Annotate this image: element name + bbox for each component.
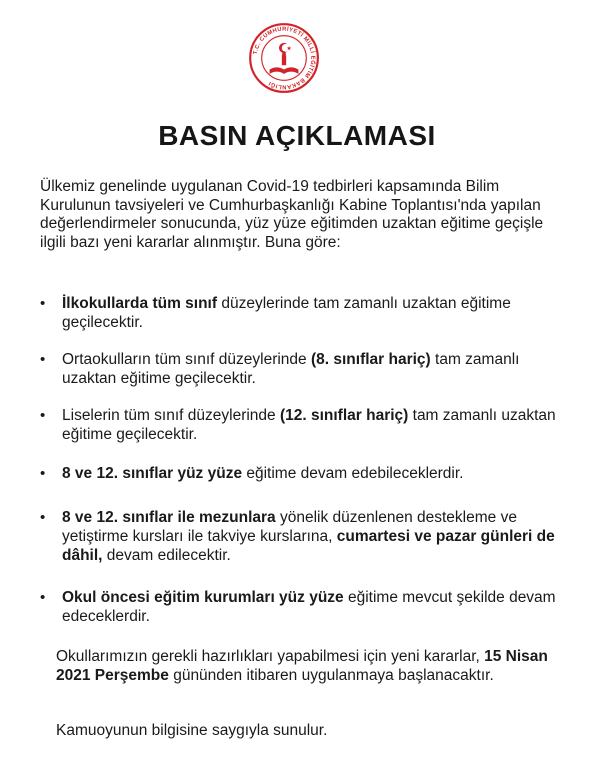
bold-text: (8. sınıflar hariç) <box>310 351 431 368</box>
bold-text: 8 ve 12. sınıflar ile mezunlara <box>62 509 276 526</box>
regular-text: Liselerin tüm sınıf düzeylerinde <box>62 407 280 424</box>
bold-text: cumartesi ve pazar günleri de dâhil, <box>62 528 555 564</box>
bullet-dot-icon: • <box>40 589 46 606</box>
list-item-text <box>62 294 564 332</box>
closing-paragraph <box>56 648 566 685</box>
list-item <box>40 508 564 565</box>
bold-text: 8 ve 12. sınıflar yüz yüze <box>62 465 243 482</box>
list-item-text <box>62 508 564 565</box>
regular-text: tam zamanlı uzaktan eğitime geçilecektir. <box>62 407 556 443</box>
intro-paragraph: Ülkemiz genelinde uygulanan Covid-19 tedbirleri kapsamında Bilim Kurulunun tavsiyeleri ve Cumhurbaşkanlığı Kabine Toplantısı'nda yapılan değerlendirmeler sonucunda, yüz yüze eğitimden uzaktan eğitime geçişle ilgili bazı yeni kararlar alınmıştır. Buna göre: <box>40 178 544 251</box>
page-title: BASIN AÇIKLAMASI <box>158 120 436 151</box>
bullet-dot-icon: • <box>40 465 46 482</box>
bold-text: (12. sınıflar hariç) <box>279 407 409 424</box>
list-item <box>40 294 564 332</box>
regular-text: eğitime devam edebileceklerdir. <box>242 465 464 482</box>
regular-text: yönelik düzenlenen destekleme ve yetiştirme kursları ile takviye kurslarına, <box>62 509 517 545</box>
bullet-dot-icon: • <box>40 407 46 424</box>
svg-text:T.C. CUMHURİYETİ MİLLİ EĞİTİM: T.C. CUMHURİYETİ MİLLİ EĞİTİM BAKANLIĞI <box>252 26 316 90</box>
list-item <box>40 406 564 444</box>
bold-date-text: 15 Nisan 2021 Perşembe <box>56 648 548 684</box>
bullet-dot-icon: • <box>40 351 46 368</box>
bullet-dot-icon: • <box>40 509 46 526</box>
list-item-text <box>62 406 564 444</box>
list-item-text <box>62 350 564 388</box>
list-item <box>40 350 564 388</box>
regular-text: eğitime mevcut şekilde devam edeceklerdir. <box>62 589 556 625</box>
bold-text: İlkokullarda tüm sınıf <box>62 295 218 312</box>
list-item <box>40 588 564 626</box>
list-item <box>40 464 564 483</box>
regular-text: devam edilecektir. <box>102 547 231 564</box>
ministry-seal-logo <box>248 22 320 94</box>
regular-text: Ortaokulların tüm sınıf düzeylerinde <box>62 351 311 368</box>
regular-text: tam zamanlı uzaktan eğitime geçilecektir. <box>62 351 520 387</box>
bullet-dot-icon: • <box>40 295 46 312</box>
regular-text: düzeylerinde tam zamanlı uzaktan eğitime geçilecektir. <box>62 295 511 331</box>
list-item-text <box>62 588 564 626</box>
list-item-text <box>62 464 564 483</box>
regular-text: gününden itibaren uygulanmaya başlanacaktır. <box>168 666 494 684</box>
sign-off-text: Kamuoyunun bilgisine saygıyla sunulur. <box>56 722 328 739</box>
bold-text: Okul öncesi eğitim kurumları yüz yüze <box>62 589 344 606</box>
regular-text: Okullarımızın gerekli hazırlıkları yapabilmesi için yeni kararlar, <box>56 648 485 665</box>
